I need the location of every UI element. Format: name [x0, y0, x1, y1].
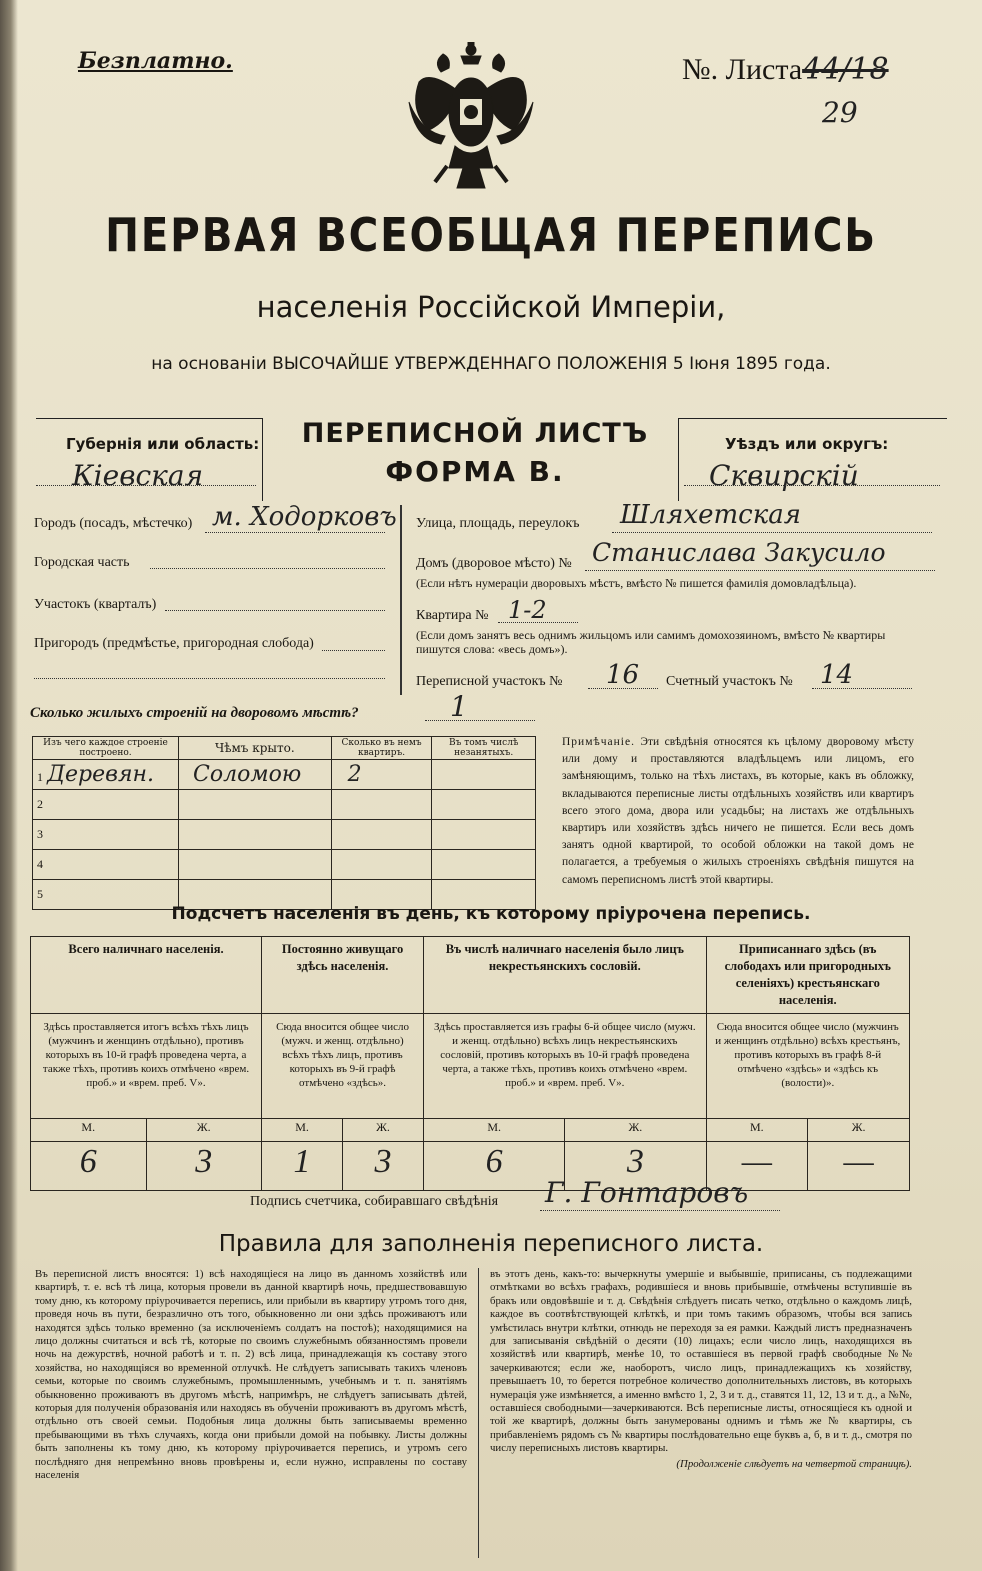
census-plot-value: 16 [606, 660, 640, 690]
rules-column-1: Въ переписной листъ вносятся: 1) всѣ находящіеся на лицо въ данномъ хозяйствѣ или квартирѣ, т. е. всѣ тѣ лица, которыя провели въ данной квартирѣ ночь, предшествовавшую тому дню, къ которому пріурочивается перепись, или прибыли въ квартиру утромъ того дня, проведя ночь въ пути, безразлично отъ того, обыкновенно ли они здѣсь проживаютъ или находятся здѣсь только временно (за исключеніемъ солдатъ на постоѣ); находящимися на лицо должны считаться и всѣ тѣ, которые по своимъ служебнымъ обязанностямъ провели ночь на дежурствѣ, ночной работѣ и т. п. 2) всѣ лица, принадлежащія къ составу этого хозяйства, но находящіяся во временной отлучкѣ. Не слѣдуетъ записывать такихъ членовъ семьи, которые по своимъ служебнымъ, промышленнымъ, учебнымъ и т. п. занятіямъ обыкновенно проживаютъ въ другомъ мѣстѣ, напримѣръ, не слѣдуетъ записывать дѣтей, которыя для полученія образованія или находясь въ обученіи проживаютъ въ другомъ мѣстѣ, отдѣльно отъ своей семьи. Подобныя лица должны быть записываемы временно пребывающими въ тѣхъ случаяхъ, когда они прибыли домой на побывку. Листы должны быть заполнены къ тому дню, къ которому пріурочивается перепись, и утромъ сего послѣдняго дня непремѣнно вновь провѣрены и, если нужно, исправлены по составу населенія [35, 1268, 467, 1482]
apartment-note: (Если домъ занятъ весь однимъ жильцомъ или самимъ домохозяиномъ, вмѣсто № квартиры пишутся слова: «весь домъ»). [416, 628, 886, 656]
apartment-label: Квартира № [416, 608, 489, 623]
count-permanent-male: 1 [262, 1142, 343, 1191]
document-title: ПЕРВАЯ ВСЕОБЩАЯ ПЕРЕПИСЬ [105, 208, 877, 262]
uezd-box [678, 418, 947, 501]
house-value: Станислава Закусило [592, 538, 886, 567]
count-heading: Подсчетъ населенія въ день, къ которому пріурочена перепись. [171, 904, 811, 924]
rules-column-2 [490, 1268, 912, 1471]
count-present-female: 3 [146, 1142, 262, 1191]
city-value: м. Ходорковъ [212, 502, 397, 532]
count-peasant-male: — [706, 1142, 808, 1191]
note-text: Эти свѣдѣнія относятся къ цѣлому дворовому мѣсту или дому и проставляются владѣльцемъ или лицомъ, его замѣняющимъ, только на тѣхъ листахъ, въ которые, какъ въ обложку, вкладываются переписные листы отдѣльныхъ хозяйствъ или квартиръ всего этого дома, двора или усадьбы; на листахъ же отдѣльныхъ квартиръ или хозяйствъ здѣсь ничего не пишется. Если весь домъ занятъ одной квартирой, то особой обложки на такой домъ не полагается, а требуемыя о жилыхъ строеніяхъ свѣдѣнія пишутся на самомъ переписномъ листѣ этой квартиры. [562, 736, 914, 886]
house-label: Домъ (дворовое мѣсто) № [416, 556, 572, 571]
imperial-eagle-emblem [405, 42, 537, 192]
enumerator-signature-label: Подпись счетчика, собиравшаго свѣдѣнія [250, 1194, 499, 1209]
census-plot-label: Переписной участокъ № [416, 674, 563, 689]
bldg-header-roof: Чѣмъ крыто. [179, 737, 332, 760]
buildings-answer: 1 [450, 690, 468, 723]
table-row: 4 [33, 850, 536, 880]
table-row: 1 Деревян. Соломою 2 [33, 760, 536, 790]
count-head-present: Всего наличнаго населенія. [31, 937, 262, 1014]
gubernia-box [36, 418, 263, 501]
rules-column-2-text: въ этотъ день, какъ-то: вычеркнуты умершіе и выбывшіе, приписаны, съ подлежащими отмѣтками во всѣхъ графахъ, родившіеся и вновь прибывшіе, отмѣчены вступившіе въ бракъ или овдовѣвшіе и т. д. Свѣдѣнія слѣдуетъ писать четко, отдѣльно о каждомъ лицѣ, каждое въ соотвѣтствующей клѣткѣ, и при томъ такимъ образомъ, чтобы вся запись умѣстилась внутри клѣтки, отнюдь не переходя за ея рамки. Каждый листъ предназначенъ для записыванія свѣдѣній о десяти (10) лицахъ; если число лицъ, находящихся въ хозяйствѣ или квартирѣ, менѣе 10, то оставшіеся въ первой графѣ свободные №№ зачеркиваются; если же, наоборотъ, число лицъ, принадлежащихъ къ хозяйству, превышаетъ 10, то берется потребное количество дополнительныхъ листовъ, въ которыхъ нумерація уже измѣняется, а именно вмѣсто 1, 2, 3 и т. д., ставятся 11, 12, 13 и т. д., а №№, оставшіеся свободными—зачеркиваются. Всѣ переписные листы, относящіеся къ одной и той же квартирѣ, должны быть занумерованы однимъ и тѣмъ же № квартиры, съ прибавленіемъ рядомъ съ № квартиры послѣдовательно еще буквъ а, б, в и т. д., смотря по числу переписныхъ листовъ квартиры. [490, 1268, 912, 1455]
table-row: 5 [33, 880, 536, 910]
count-head-peasant: Приписаннаго здѣсь (въ слободахъ или пригородныхъ селеніяхъ) крестьянскаго населенія. [706, 937, 909, 1014]
city-label: Городъ (посадъ, мѣстечко) [34, 516, 193, 531]
uezd-value: Сквирскій [709, 459, 859, 492]
document-subtitle: населенія Россійской Имперіи, [256, 290, 726, 324]
paper-edge-shadow [0, 0, 18, 1571]
street-value: Шляхетская [620, 500, 801, 530]
count-desc-peasant: Сюда вносится общее число (мужчинъ и женщинъ отдѣльно) всѣхъ крестьянъ, противъ которыхъ въ графѣ 8-й отмѣчено «здѣсь» и «здѣсь къ (волости)». [706, 1014, 909, 1119]
buildings-table [32, 736, 536, 910]
uezd-label: Уѣздъ или округъ: [725, 435, 889, 453]
counting-plot-value: 14 [820, 660, 854, 690]
suburb-label: Пригородъ (предмѣстье, пригородная слобода) [34, 636, 314, 651]
sheet-number-handwritten: 29 [822, 96, 858, 129]
sheet-label: №. Листа [682, 53, 803, 86]
bldg-header-material: Изъ чего каждое строеніе построено. [33, 737, 179, 760]
count-head-nonpeasant: Въ числѣ наличнаго населенія было лицъ некрестьянскихъ сословій. [424, 937, 706, 1014]
address-divider [400, 505, 402, 695]
sheet-number-struck: 44/18 [802, 52, 889, 87]
section-label: Участокъ (кварталъ) [34, 597, 157, 612]
note-head: Примѣчаніе. [562, 736, 635, 748]
count-desc-nonpeasant: Здѣсь проставляется изъ графы 6-й общее число (мужч. и женщ. отдѣльно) всѣхъ лицъ некрестьянскихъ сословій, противъ которыхъ въ 10-й графѣ проведена черта, а также тѣхъ, противъ коихъ отмѣчено «врем. проб.» и «врем. преб. V». [424, 1014, 706, 1119]
count-nonpeasant-male: 6 [424, 1142, 565, 1191]
gubernia-value: Кіевская [72, 459, 204, 492]
apartment-value: 1-2 [508, 596, 547, 624]
bldg-header-apartments: Сколько въ немъ квартиръ. [331, 737, 432, 760]
gubernia-label: Губернія или область: [66, 435, 260, 453]
count-peasant-female: — [808, 1142, 910, 1191]
enumerator-signature: Г. Гонтаровъ [545, 1176, 749, 1209]
house-note: (Если нѣтъ нумераціи дворовыхъ мѣстъ, вмѣсто № пишется фамилія домовладѣльца). [416, 576, 857, 590]
rules-continuation: (Продолженіе слѣдуетъ на четвертой страницѣ). [676, 1457, 912, 1470]
buildings-question: Сколько жилыхъ строеній на дворовомъ мѣстѣ? [30, 705, 359, 721]
count-desc-present: Здѣсь проставляется итогъ всѣхъ тѣхъ лицъ (мужчинъ и женщинъ отдѣльно), противъ которыхъ въ 10-й графѣ проведена черта, а также тѣхъ, противъ коихъ отмѣчено «врем. проб.» и «врем. преб. V». [31, 1014, 262, 1119]
form-title [280, 418, 670, 488]
count-nonpeasant-female: 3 [565, 1142, 706, 1191]
rules-divider [478, 1268, 479, 1558]
sheet-number-label [682, 52, 889, 87]
street-label: Улица, площадь, переулокъ [416, 516, 580, 531]
buildings-note [562, 734, 914, 889]
bldg-header-vacant: Въ томъ числѣ незанятыхъ. [432, 737, 536, 760]
count-desc-permanent: Сюда вносится общее число (мужч. и женщ. отдѣльно) всѣхъ тѣхъ лицъ, противъ которыхъ въ 9-й графѣ отмѣчено «здѣсь». [262, 1014, 424, 1119]
form-title-line2: ФОРМА В. [385, 455, 565, 488]
table-row: 2 [33, 790, 536, 820]
count-head-permanent: Постоянно живущаго здѣсь населенія. [262, 937, 424, 1014]
counting-plot-label: Счетный участокъ № [666, 674, 793, 689]
rules-heading: Правила для заполненія переписного листа. [218, 1231, 764, 1257]
form-title-line1: ПЕРЕПИСНОЙ ЛИСТЪ [301, 418, 649, 449]
free-label: Безплатно. [78, 48, 233, 74]
population-count-table: Всего наличнаго населенія. Постоянно живущаго здѣсь населенія. Въ числѣ наличнаго населенія было лицъ некрестьянскихъ сословій. Приписаннаго здѣсь (въ слободахъ или пригородныхъ селеніяхъ) крестьянскаго населенія. Здѣсь проставляется итогъ всѣхъ тѣхъ лицъ (мужчинъ и женщинъ отдѣльно), противъ которыхъ въ 10-й графѣ проведена черта, а также тѣхъ, противъ коихъ отмѣчено «врем. проб.» и «врем. преб. V». Сюда вносится общее число (мужч. и женщ. отдѣльно) всѣхъ тѣхъ лицъ, противъ которыхъ въ 9-й графѣ отмѣчено «здѣсь». Здѣсь проставляется изъ графы 6-й общее число (мужч. и женщ. отдѣльно) всѣхъ лицъ некрестьянскихъ сословій, противъ которыхъ въ 10-й графѣ проведена черта, а также тѣхъ, противъ коихъ отмѣчено «врем. проб.» и «врем. преб. V». Сюда вносится общее число (мужчинъ и женщинъ отдѣльно) всѣхъ крестьянъ, противъ которыхъ въ графѣ 8-й отмѣчено «здѣсь» и «здѣсь къ (волости)». М. Ж. М. Ж. М. Ж. М. Ж. 6 3 1 3 6 3 — — [30, 936, 910, 1191]
district-label: Городская часть [34, 555, 130, 570]
count-present-male: 6 [31, 1142, 147, 1191]
count-permanent-female: 3 [343, 1142, 424, 1191]
table-row: 3 [33, 820, 536, 850]
legal-basis: на основаніи ВЫСОЧАЙШЕ УТВЕРЖДЕННАГО ПОЛОЖЕНІЯ 5 Іюня 1895 года. [151, 354, 831, 374]
